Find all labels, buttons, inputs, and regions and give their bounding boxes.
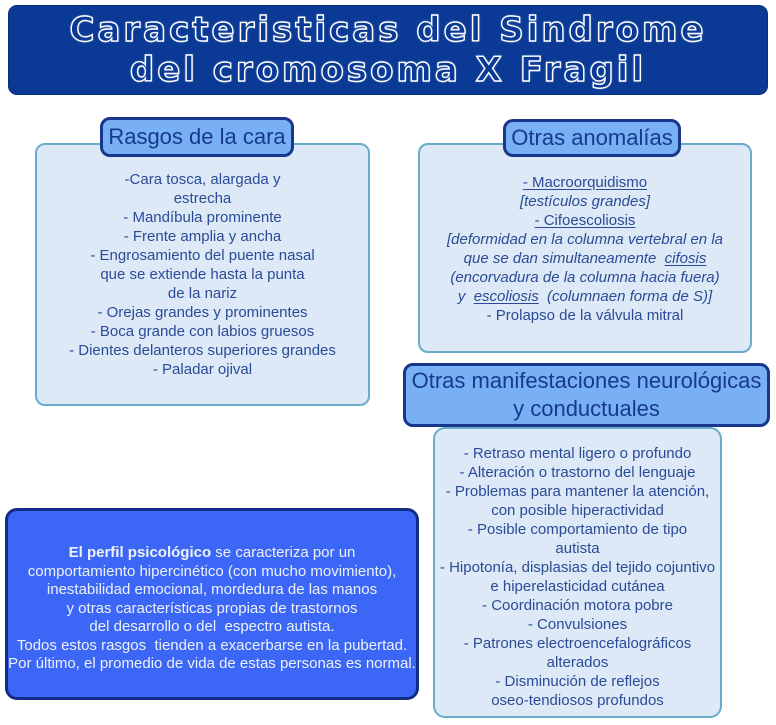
text-line: - Macroorquidismo bbox=[522, 174, 648, 191]
text-line: - Convulsiones bbox=[527, 616, 628, 633]
title-banner bbox=[8, 5, 768, 95]
text-line: - Hipotonía, displasias del tejido cojuntivo bbox=[439, 559, 716, 576]
text-line: autista bbox=[555, 540, 600, 557]
text-line: comportamiento hipercinético (con mucho movimiento), bbox=[27, 562, 397, 580]
text-line: inestabilidad emocional, mordedura de las manos bbox=[46, 581, 378, 598]
text-line: - Coordinación motora pobre bbox=[482, 597, 673, 614]
text-line: - Engrosamiento del puente nasal bbox=[90, 247, 315, 264]
text-line: El perfil psicológico se caracteriza por un bbox=[68, 544, 356, 561]
text-line: - Patrones electroencefalográficos alterados bbox=[463, 635, 696, 671]
text-line: - Alteración o trastorno del lenguaje bbox=[459, 464, 696, 481]
text-line: del desarrollo o del espectro autista. bbox=[89, 618, 335, 635]
text-line: que se extiende hasta la punta bbox=[100, 266, 305, 283]
text-line: - Orejas grandes y prominentes bbox=[97, 304, 308, 321]
text-line: - Disminución de reflejos bbox=[495, 673, 660, 690]
text-line: (encorvadura de la columna hacia fuera) bbox=[450, 269, 720, 286]
text-line: -Cara tosca, alargada y bbox=[124, 171, 281, 188]
neuro-section-box bbox=[433, 427, 722, 718]
text-line: oseo-tendiosos profundos bbox=[491, 692, 664, 709]
text-line: - Dientes delanteros superiores grandes bbox=[69, 342, 336, 359]
text-line: - Retraso mental ligero o profundo bbox=[463, 445, 692, 462]
face-section-header: Rasgos de la cara bbox=[100, 117, 294, 157]
neuro-header-line2: y conductuales bbox=[513, 396, 660, 421]
text-line: de la nariz bbox=[167, 285, 238, 302]
psych-profile-box bbox=[5, 508, 419, 700]
text-line: que se dan simultaneamente cifosis bbox=[463, 250, 707, 267]
text-line: con posible hiperactividad bbox=[491, 502, 664, 519]
text-line: - Frente amplia y ancha bbox=[123, 228, 282, 245]
text-line: - Boca grande con labios gruesos bbox=[90, 323, 315, 340]
anomalies-section-header: Otras anomalías bbox=[503, 119, 681, 157]
text-line: - Posible comportamiento de tipo bbox=[467, 521, 688, 538]
text-line: y escoliosis (columnaen forma de S)] bbox=[457, 288, 713, 305]
text-line: - Mandíbula prominente bbox=[123, 209, 282, 226]
anomalies-section-box bbox=[418, 143, 752, 353]
text-line: estrecha bbox=[173, 190, 232, 207]
text-line: - Prolapso de la válvula mitral bbox=[486, 307, 684, 324]
main-title-line2: del cromosoma X Fragil bbox=[129, 50, 647, 90]
main-title-line1: Caracteristicas del Sindrome bbox=[69, 10, 707, 50]
text-line: [deformidad en la columna vertebral en la bbox=[447, 231, 723, 248]
text-line: - Paladar ojival bbox=[152, 361, 253, 378]
text-line: Por último, el promedio de vida de estas personas es normal. bbox=[8, 655, 416, 672]
neuro-header-line1: Otras manifestaciones neurológicas bbox=[411, 368, 762, 393]
text-line: - Cifoescoliosis bbox=[534, 212, 636, 229]
text-line: [testículos grandes] bbox=[519, 193, 651, 210]
text-line: - Problemas para mantener la atención, bbox=[445, 483, 710, 500]
face-section-box bbox=[35, 143, 370, 406]
text-line: e hiperelasticidad cutánea bbox=[490, 578, 665, 595]
text-line: y otras características propias de trastornos bbox=[66, 599, 358, 617]
neuro-section-header bbox=[403, 363, 770, 427]
text-line: Todos estos rasgos tienden a exacerbarse en la pubertad. bbox=[16, 636, 408, 654]
